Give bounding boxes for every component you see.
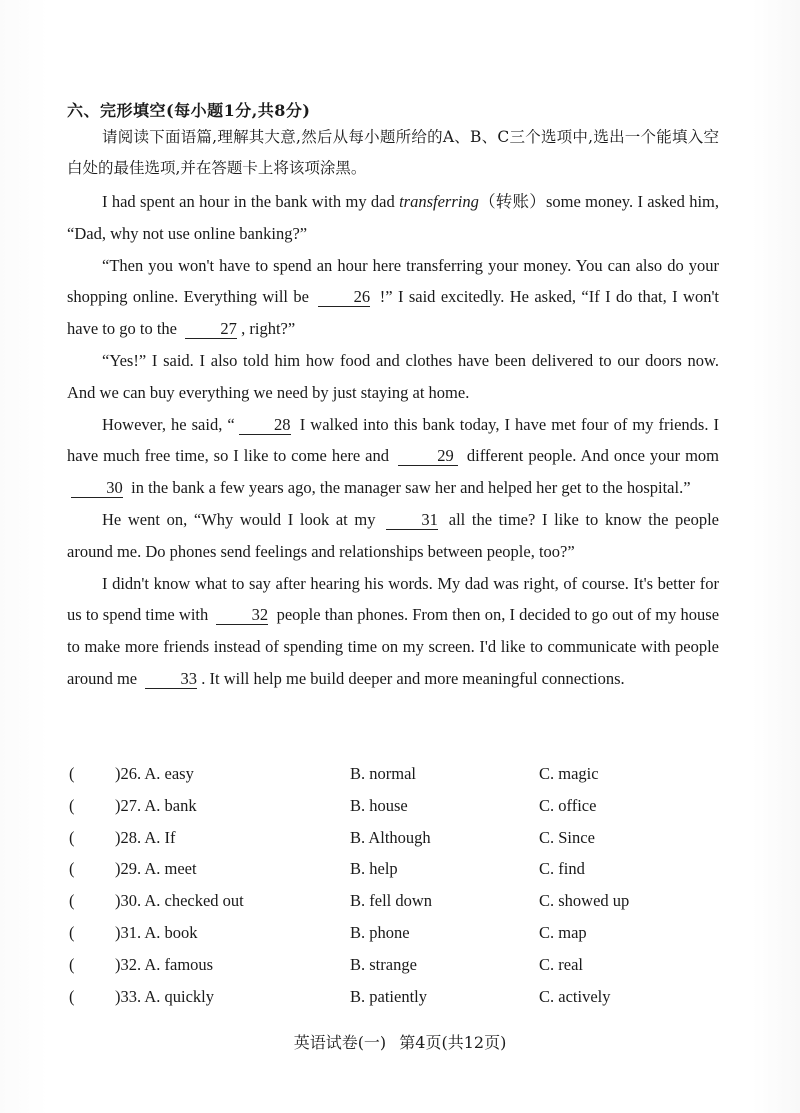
question-row-33 — [67, 981, 747, 1013]
answer-paren[interactable]: ( — [69, 986, 75, 1006]
option-b: B. house — [350, 795, 408, 815]
blank-31: 31 — [386, 511, 438, 530]
answer-paren[interactable]: ( — [69, 954, 75, 974]
option-c: C. Since — [539, 827, 595, 847]
page-footer — [0, 1030, 800, 1053]
section-title: 六、完形填空(每小题1分,共8分) — [67, 101, 311, 120]
blank-32: 32 — [216, 606, 268, 625]
passage-text: “Then you won't have to spend an hour here transferring your money. You can also do your shopping online. Everything will be — [67, 255, 719, 307]
question-row-28 — [67, 822, 747, 854]
option-a: )26. A. easy — [115, 764, 194, 783]
option-a: )30. A. checked out — [115, 891, 244, 911]
option-b: B. help — [350, 859, 398, 879]
option-c: C. showed up — [539, 891, 630, 911]
passage-paragraph-6 — [67, 568, 719, 695]
passage-text: I didn't know what to say after hearing his words. My dad was right, of course. It's better for us to spend time with — [67, 573, 719, 625]
passage-text: , right?” — [241, 319, 296, 339]
question-row-32 — [67, 949, 747, 981]
option-c: C. actively — [539, 986, 611, 1006]
blank-28: 28 — [239, 416, 291, 435]
answer-paren[interactable]: ( — [69, 764, 75, 783]
option-a: )32. A. famous — [115, 954, 214, 974]
option-b: B. Although — [350, 827, 431, 847]
footer-subject: 英语试卷(一) — [293, 1033, 387, 1052]
option-a: )29. A. meet — [115, 859, 197, 879]
passage-text: in the bank a few years ago, the manager saw her and helped her get to the hospital.” — [131, 478, 691, 498]
passage-text: I walked into this bank today, I have met four of my friends. I have much free time, so I like to come here and — [67, 414, 720, 466]
footer-page-number: 第4页(共12页) — [399, 1033, 507, 1052]
answer-paren[interactable]: ( — [69, 795, 75, 815]
option-a: )31. A. book — [115, 922, 198, 942]
question-row-29 — [67, 853, 747, 885]
option-c: C. real — [539, 954, 583, 974]
passage-text: people than phones. From then on, I decided to go out of my house to make more friends instead of spending time on my screen. I'd like to communicate with people around me — [67, 605, 720, 688]
option-b: B. normal — [350, 764, 416, 783]
passage-text: all the time? I like to know the people around me. Do phones send feelings and relationships between people, too?” — [67, 509, 720, 561]
question-row-31 — [67, 917, 747, 949]
passage-text: . It will help me build deeper and more meaningful connections. — [201, 668, 625, 688]
option-a: )33. A. quickly — [115, 986, 214, 1006]
passage-paragraph-5 — [67, 504, 719, 568]
blank-29: 29 — [398, 447, 458, 466]
blank-30: 30 — [71, 479, 123, 498]
option-b: B. strange — [350, 954, 417, 974]
option-c: C. office — [539, 795, 597, 815]
passage-text: He went on, “Why would I look at my — [102, 509, 376, 529]
option-c: C. map — [539, 922, 587, 942]
passage-paragraph-1 — [67, 186, 719, 250]
section-instructions: 请阅读下面语篇,理解其大意,然后从每小题所给的A、B、C三个选项中,选出一个能填入空白处的最佳选项,并在答题卡上将该项涂黑。 — [67, 128, 719, 177]
option-a: )27. A. bank — [115, 795, 197, 815]
question-row-30 — [67, 885, 747, 917]
blank-27: 27 — [185, 320, 237, 339]
italic-term: transferring — [399, 192, 479, 211]
answer-paren[interactable]: ( — [69, 827, 75, 847]
passage-text: I had spent an hour in the bank with my dad — [102, 192, 400, 211]
cloze-passage — [67, 186, 719, 695]
passage-text: （转账）some money. I asked him, “Dad, why not use online banking?” — [67, 192, 719, 243]
answer-paren[interactable]: ( — [69, 859, 75, 879]
passage-paragraph-2 — [67, 250, 719, 345]
passage-text: However, he said, “ — [102, 414, 235, 434]
question-row-26 — [67, 758, 747, 790]
answer-options — [67, 758, 747, 1012]
passage-paragraph-4 — [67, 409, 719, 504]
option-c: C. magic — [539, 764, 599, 783]
answer-paren[interactable]: ( — [69, 922, 75, 942]
blank-33: 33 — [145, 670, 197, 689]
answer-paren[interactable]: ( — [69, 891, 75, 911]
blank-26: 26 — [318, 288, 370, 307]
passage-text: !” I said excitedly. He asked, “If I do that, I won't have to go to the — [67, 287, 720, 339]
question-row-27 — [67, 790, 747, 822]
passage-text: different people. And once your mom — [466, 446, 720, 466]
option-a: )28. A. If — [115, 827, 176, 847]
option-b: B. patiently — [350, 986, 427, 1006]
passage-paragraph-3: “Yes!” I said. I also told him how food and clothes have been delivered to our doors now. And we can buy everything we need by just staying at home. — [67, 350, 719, 402]
option-c: C. find — [539, 859, 585, 879]
option-b: B. phone — [350, 922, 410, 942]
option-b: B. fell down — [350, 891, 433, 911]
